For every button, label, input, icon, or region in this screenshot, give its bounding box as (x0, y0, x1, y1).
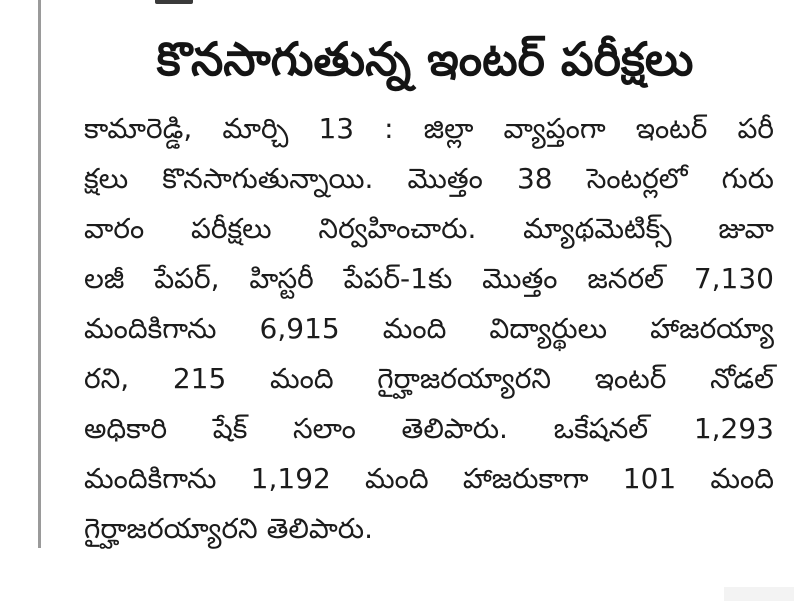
body-line: క్షలు కొనసాగుతున్నాయి. మొత్తం 38 సెంటర్లలో గురు (84, 162, 774, 195)
body-line: గైర్హాజరయ్యారని తెలిపారు. (84, 512, 373, 545)
scan-artifact (724, 587, 794, 601)
article-body (84, 104, 774, 554)
article-headline: కొనసాగుతున్న ఇంటర్ పరీక్షలు (156, 32, 694, 86)
body-line: మందికిగాను 1,192 మంది హాజరుకాగా 101 మంది (84, 462, 774, 495)
body-line: అధికారి షేక్ సలాం తెలిపారు. ఒకేషనల్ 1,293 (84, 412, 774, 445)
body-line: మందికిగాను 6,915 మంది విద్యార్థులు హాజరయ్యా (84, 312, 774, 345)
body-line: కామారెడ్డి, మార్చి 13 : జిల్లా వ్యాప్తంగా ఇంటర్ పరీ (84, 112, 774, 145)
body-line: లజీ పేపర్, హిస్టరీ పేపర్-1కు మొత్తం జనరల్ 7,130 (84, 262, 774, 295)
column-divider (38, 0, 41, 548)
cropped-text-fragment (155, 0, 193, 4)
body-line: రని, 215 మంది గైర్హాజరయ్యారని ఇంటర్ నోడల్ (84, 362, 774, 395)
body-line: వారం పరీక్షలు నిర్వహించారు. మ్యాథమెటిక్స్ జువా (84, 212, 774, 245)
